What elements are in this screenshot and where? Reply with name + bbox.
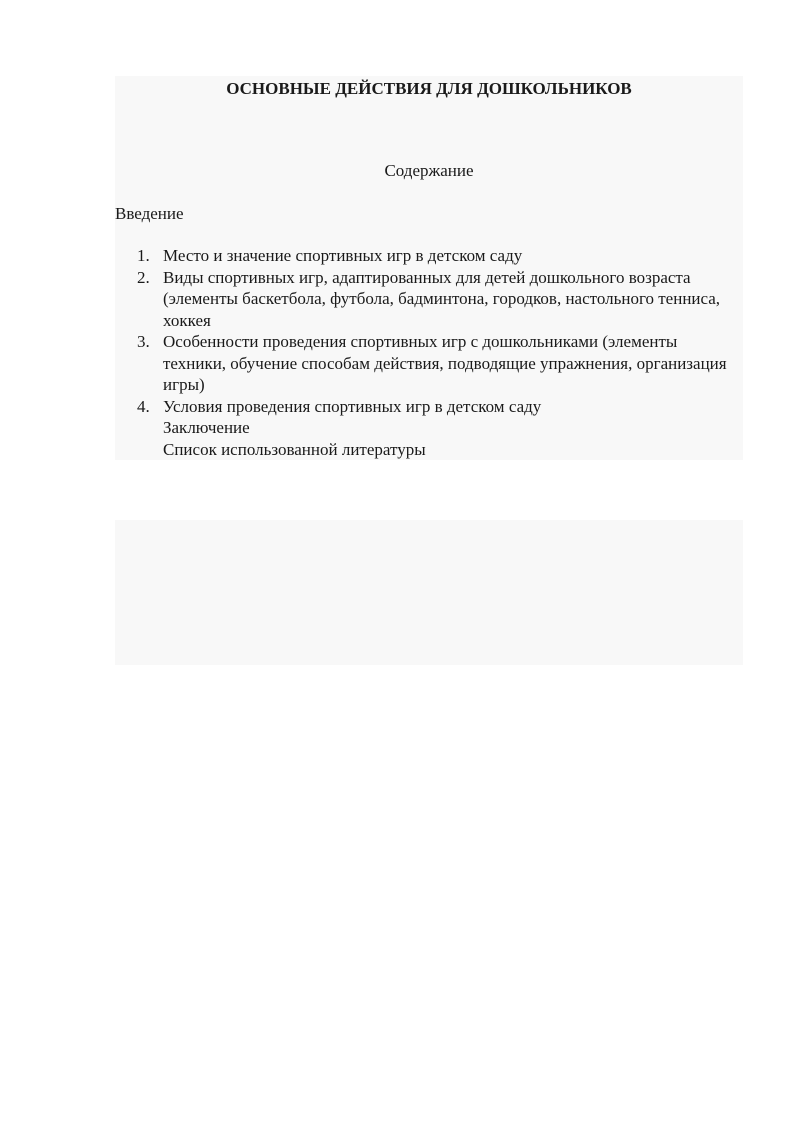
toc-list xyxy=(115,245,743,460)
toc-item-number: 1. xyxy=(137,246,150,265)
toc-item-number: 4. xyxy=(137,396,150,416)
toc-item-2 xyxy=(115,267,743,332)
toc-item-text: Место и значение спортивных игр в детском саду xyxy=(163,246,523,265)
toc-item-text: Особенности проведения спортивных игр с дошкольниками (элементы техники, обучение способам действия, подводящие упражнения, организация игры) xyxy=(163,332,727,394)
toc-item-4 xyxy=(115,396,743,418)
toc-item-1 xyxy=(115,245,743,267)
document-title: ОСНОВНЫЕ ДЕЙСТВИЯ ДЛЯ ДОШКОЛЬНИКОВ xyxy=(226,79,632,98)
toc-heading: Содержание xyxy=(384,161,474,180)
toc-item-3 xyxy=(115,331,743,396)
content-block-empty xyxy=(115,520,743,665)
toc-intro: Введение xyxy=(115,204,184,223)
toc-item-number: 2. xyxy=(137,267,150,287)
toc-bibliography: Список использованной литературы xyxy=(163,439,426,459)
toc-item-number: 3. xyxy=(137,332,150,351)
toc-item-text: Условия проведения спортивных игр в детском саду xyxy=(163,396,542,416)
toc-conclusion: Заключение xyxy=(163,418,250,437)
toc-item-text: Виды спортивных игр, адаптированных для детей дошкольного возраста (элементы баскетбола, футбола, бадминтона, городков, настольного тенниса, хоккея xyxy=(163,267,721,330)
